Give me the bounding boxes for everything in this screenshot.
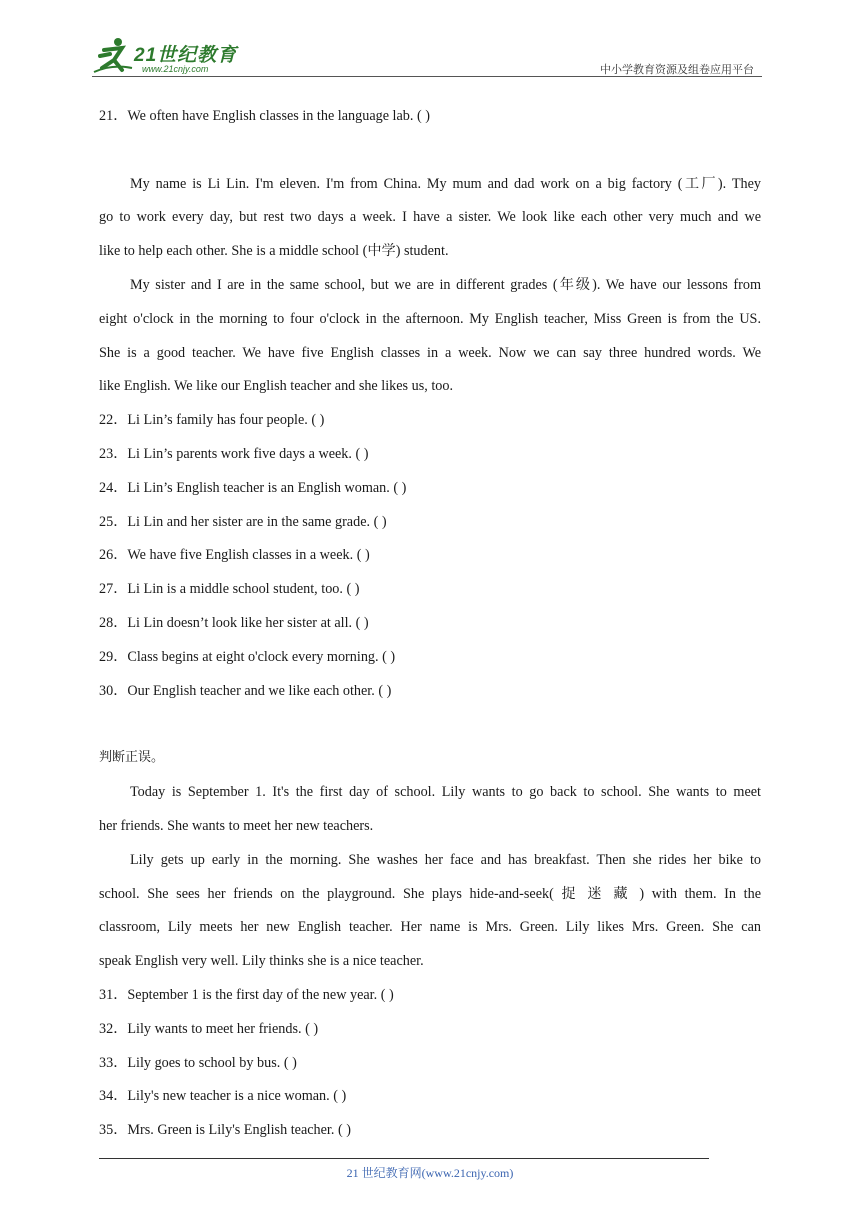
footer-text: 21 世纪教育网(www.21cnjy.com) xyxy=(346,1166,514,1180)
passage-1-line: like English. We like our English teacher and she likes us, too. xyxy=(99,378,454,394)
passage-1-line: My name is Li Lin. I'm eleven. I'm from China. My mum and dad work on a big factory (工厂). They xyxy=(130,176,761,192)
running-figure-icon xyxy=(92,34,136,78)
passage-1-line: My sister and I are in the same school, but we are in different grades (年级). We have our lessons from xyxy=(130,277,761,293)
page-header xyxy=(92,30,762,78)
logo-text: 21世纪教育 xyxy=(134,45,238,66)
question-30: 30．Our English teacher and we like each other. ( ) xyxy=(99,683,392,699)
passage-2-line: Lily gets up early in the morning. She washes her face and has breakfast. Then she rides her bike to xyxy=(130,852,761,868)
question-35: 35．Mrs. Green is Lily's English teacher. ( ) xyxy=(99,1122,351,1138)
passage-2-line: speak English very well. Lily thinks she is a nice teacher. xyxy=(99,953,424,969)
passage-2-line: school. She sees her friends on the playground. She plays hide-and-seek( 捉 迷 藏 ) with them. In the xyxy=(99,886,761,902)
question-26: 26．We have five English classes in a week. ( ) xyxy=(99,547,370,563)
header-divider xyxy=(92,76,762,77)
site-logo xyxy=(92,34,292,78)
question-28: 28．Li Lin doesn’t look like her sister at all. ( ) xyxy=(99,615,369,631)
question-29: 29．Class begins at eight o'clock every morning. ( ) xyxy=(99,649,396,665)
passage-1-line: like to help each other. She is a middle school (中学) student. xyxy=(99,243,449,259)
passage-2-line: classroom, Lily meets her new English teacher. Her name is Mrs. Green. Lily likes Mrs. Green. She can xyxy=(99,919,761,935)
passage-2-line: her friends. She wants to meet her new teachers. xyxy=(99,818,374,834)
question-25: 25．Li Lin and her sister are in the same grade. ( ) xyxy=(99,514,387,530)
question-33: 33．Lily goes to school by bus. ( ) xyxy=(99,1055,297,1071)
question-31: 31．September 1 is the first day of the new year. ( ) xyxy=(99,987,394,1003)
passage-1-line: eight o'clock in the morning to four o'clock in the afternoon. My English teacher, Miss Green is from the US. xyxy=(99,311,761,327)
question-21: 21．We often have English classes in the language lab. ( ) xyxy=(99,108,430,124)
question-27: 27．Li Lin is a middle school student, too. ( ) xyxy=(99,581,360,597)
logo-url: www.21cnjy.com xyxy=(142,64,209,74)
passage-1-line: go to work every day, but rest two days a week. I have a sister. We look like each other very much and we xyxy=(99,209,761,225)
passage-2-line: Today is September 1. It's the first day of school. Lily wants to go back to school. She wants to meet xyxy=(130,784,761,800)
passage-1-line: She is a good teacher. We have five English classes in a week. Now we can say three hundred words. We xyxy=(99,345,761,361)
question-24: 24．Li Lin’s English teacher is an English woman. ( ) xyxy=(99,480,407,496)
footer-divider xyxy=(99,1158,709,1159)
question-22: 22．Li Lin’s family has four people. ( ) xyxy=(99,412,325,428)
section-heading: 判断正误。 xyxy=(99,750,165,765)
question-23: 23．Li Lin’s parents work five days a week. ( ) xyxy=(99,446,369,462)
header-platform-text: 中小学教育资源及组卷应用平台 xyxy=(600,63,754,76)
question-32: 32．Lily wants to meet her friends. ( ) xyxy=(99,1021,319,1037)
question-34: 34．Lily's new teacher is a nice woman. ( ) xyxy=(99,1088,347,1104)
